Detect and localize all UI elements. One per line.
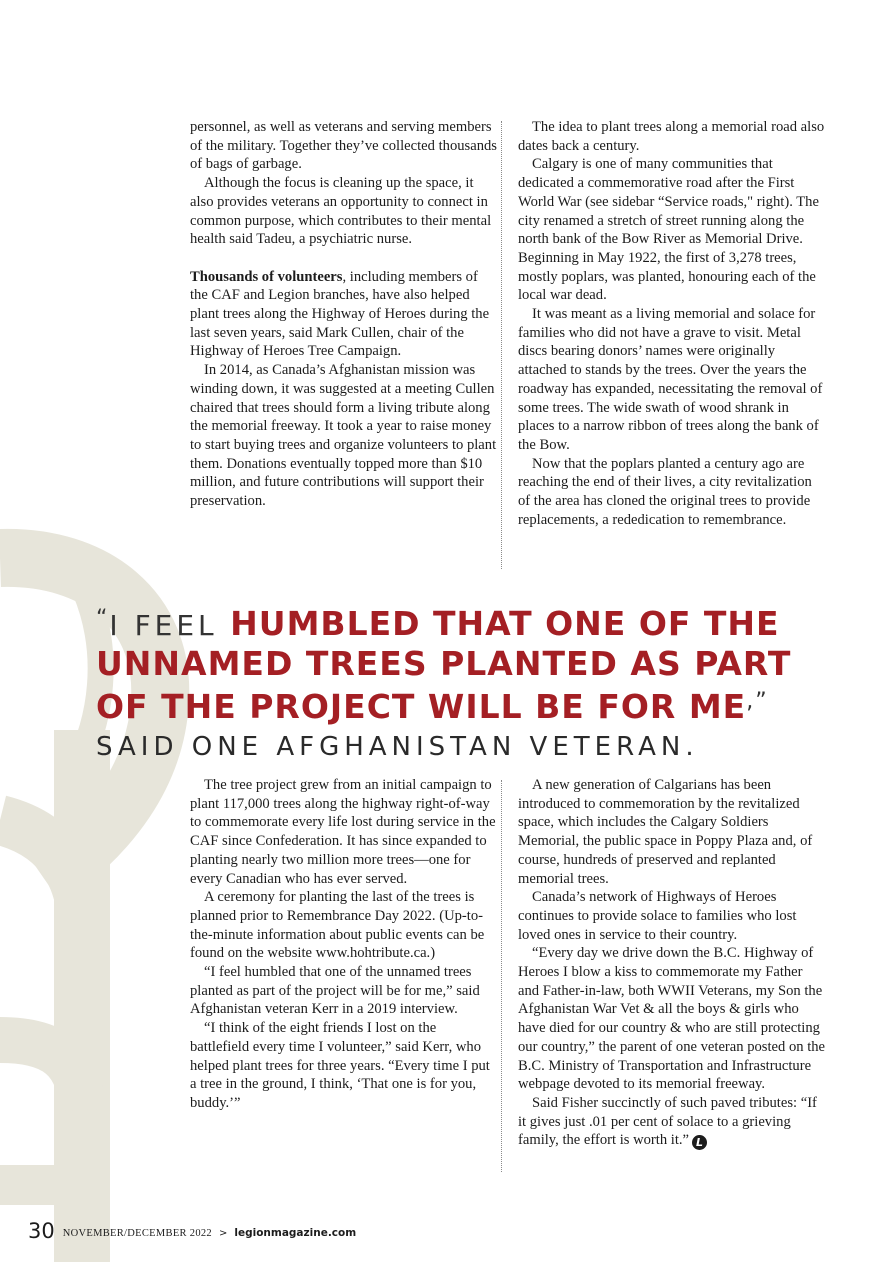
paragraph: Thousands of volunteers, including members of the CAF and Legion branches, have also helped plant trees along the Highway of Heroes during the last seven years, said Mark Cullen, chair of the Highway of Heroes Tree Campaign. [190,268,490,360]
website-link[interactable]: legionmagazine.com [234,1227,357,1239]
paragraph: The tree project grew from an initial campaign to plant 117,000 trees along the highway right-of-way to commemorate every life lost during service in the CAF since Confederation. It has since expanded to planting nearly two million more trees—one for every Canadian who has ever served. [190,777,496,887]
paragraph: Said Fisher succinctly of such paved tributes: “If it gives just .01 per cent of solace to a grieving family, the effort is worth it.” L [518,1094,817,1150]
paragraph: Although the focus is cleaning up the space, it also provides veterans an opportunity to connect in common purpose, which contributes to their mental health said Tadeu, a psychiatric nurse. [190,175,492,248]
pull-quote-line: UNNAMED TREES PLANTED AS PART [96,644,792,683]
pull-quote [96,600,816,762]
paragraph: A new generation of Calgarians has been introduced to commemoration by the revitalized space, which includes the Calgary Soldiers Memorial, the public space in Poppy Plaza and, of course, hundreds of preserved and replanted memorial trees. [518,777,813,887]
subhead-lead: Thousands of volunteers [190,268,343,285]
paragraph: Canada’s network of Highways of Heroes continues to provide solace to families who lost loved ones in service to their country. [518,889,797,943]
pull-quote-line: OF THE PROJECT WILL BE FOR ME,” [96,687,769,726]
article-column-bottom-left [190,776,498,1113]
column-divider [501,121,502,569]
paragraph: “I feel humbled that one of the unnamed trees planted as part of the project will be for me,” said Afghanistan veteran Kerr in a 2019 interview. [190,964,480,1018]
paragraph: “Every day we drive down the B.C. Highway of Heroes I blow a kiss to commemorate my Father and Father-in-law, both WWII Veterans, my Son the Afghanistan War Vet & all the boys & girls who have died for our country & who are still protecting our country,” the parent of one veteran posted on the B.C. Ministry of Transportation and Infrastructure webpage devoted to its memorial freeway. [518,945,826,1093]
paragraph: A ceremony for planting the last of the trees is planned prior to Remembrance Day 2022. (Up-to-the-minute information about public events can be found on the website www.hohtribute.ca.) [190,889,485,962]
pull-quote-attribution: SAID ONE AFGHANISTAN VETERAN. [96,732,699,762]
paragraph: The idea to plant trees along a memorial road also dates back a century. [518,119,825,154]
page-number: 30 [28,1219,55,1243]
paragraph: personnel, as well as veterans and serving members of the military. Together they’ve collected thousands of bags of garbage. [190,119,497,173]
footer-separator: > [218,1228,228,1239]
close-quote-mark: ,” [746,689,769,714]
pull-quote-line: “I FEEL HUMBLED THAT ONE OF THE [96,604,780,643]
article-column-top-right [518,118,826,529]
pull-quote-lead: I FEEL [109,609,218,642]
page-footer [28,1219,356,1243]
article-column-top-left [190,118,498,511]
column-divider [501,780,502,1172]
paragraph: It was meant as a living memorial and solace for families who did not have a grave to visit. Metal discs bearing donors’ names were originally attached to stands by the trees. Over the years the roadway has expanded, necessitating the removal of some trees. The wide swath of wood shrank in places to a narrow ribbon of trees along the bank of the Bow. [518,306,823,453]
paragraph: Now that the poplars planted a century ago are reaching the end of their lives, a city revitalization of the area has cloned the original trees to provide replacements, a rededication to remembrance. [518,455,812,528]
paragraph: In 2014, as Canada’s Afghanistan mission was winding down, it was suggested at a meeting Cullen chaired that trees should form a living tribute along the memorial freeway. It took a year to raise money to start buying trees and organize volunteers to plant them. Donations eventually topped more than $10 million, and future contributions will support their preservation. [190,362,497,510]
paragraph: “I think of the eight friends I lost on the battlefield every time I volunteer,” said Kerr, who helped plant trees for three years. “Every time I put a tree in the ground, I think, ‘That one is for you, buddy.’” [190,1020,490,1111]
article-column-bottom-right [518,776,826,1150]
paragraph: Calgary is one of many communities that dedicated a commemorative road after the First World War (see sidebar “Service roads," right). The city renamed a stretch of street running along the north bank of the Bow River as Memorial Drive. Beginning in May 1922, the first of 3,278 trees, mostly poplars, was planted, honouring each of the local war dead. [518,156,819,304]
legion-end-mark-icon: L [692,1135,707,1150]
open-quote-mark: “ [96,606,110,631]
issue-date: NOVEMBER/DECEMBER 2022 [62,1228,212,1239]
